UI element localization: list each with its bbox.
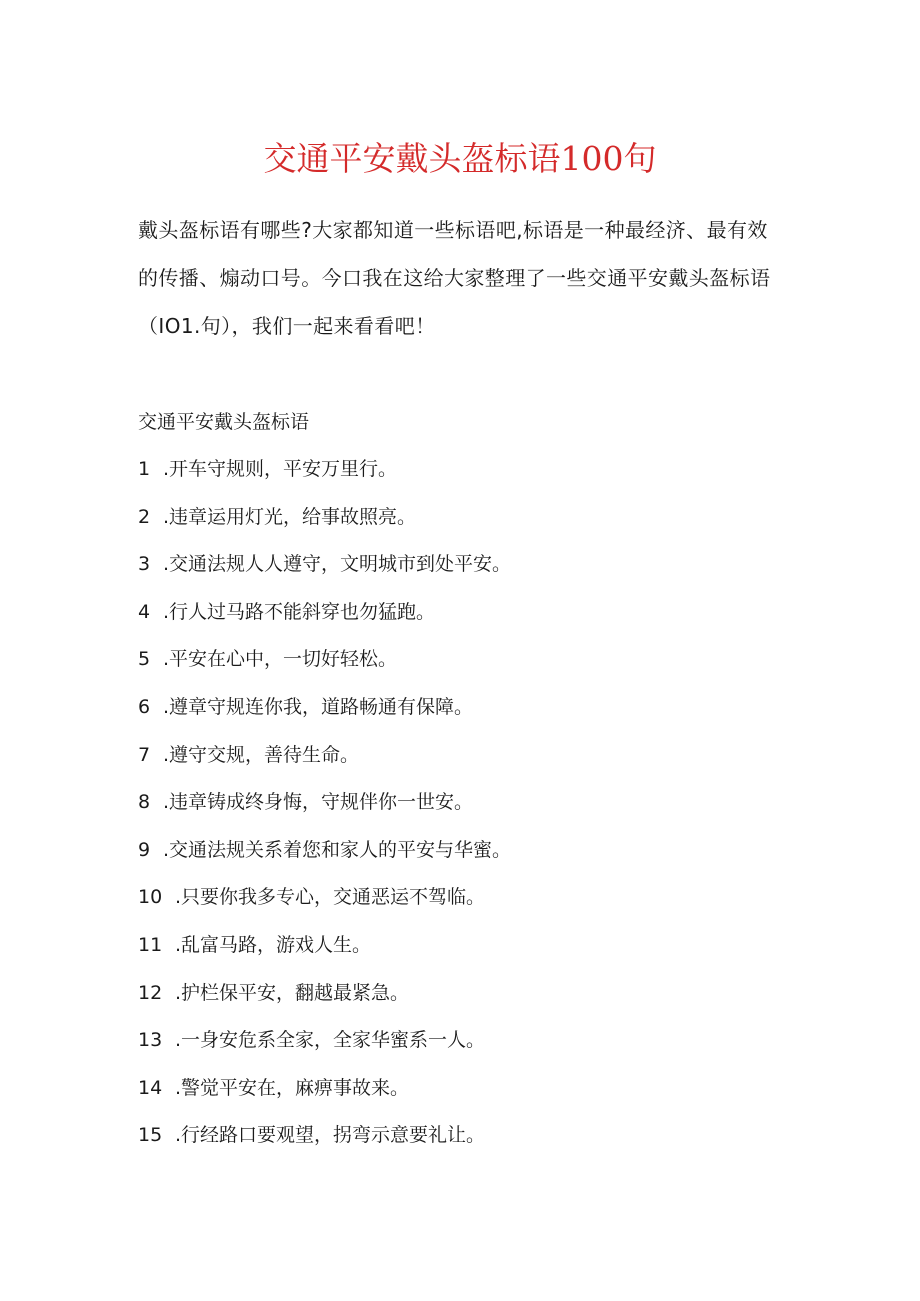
slogan-text: 护栏保平安，翻越最紧急。	[181, 981, 410, 1004]
slogan-number: 1	[138, 458, 151, 480]
slogan-item	[138, 927, 511, 975]
slogan-number: 12	[138, 981, 163, 1004]
slogan-text: 开车守规则，平安万里行。	[169, 458, 398, 480]
slogan-number: 6	[138, 695, 151, 718]
slogan-item	[138, 737, 511, 785]
intro-paragraph: 戴头盔标语有哪些?大家都知道一些标语吧,标语是一种最经济、最有效的传播、煽动口号。今口我在这给大家整理了一些交通平安戴头盔标语（IO1.句），我们一起来看看吧！	[138, 218, 771, 338]
slogan-text: 平安在心中，一切好轻松。	[169, 648, 398, 671]
slogan-number: 8	[138, 791, 151, 814]
slogan-text: 行经路口要观望，拐弯示意要礼让。	[181, 1124, 486, 1147]
slogan-separator: .	[175, 886, 182, 909]
slogan-number: 15	[138, 1124, 163, 1147]
slogan-item	[138, 689, 511, 737]
slogan-text: 违章运用灯光，给事故照亮。	[169, 505, 417, 528]
slogan-text: 一身安危系全家，全家华蜜系一人。	[181, 1029, 486, 1052]
slogan-text: 乱富马路，游戏人生。	[181, 933, 372, 956]
slogan-item	[138, 879, 511, 927]
slogan-number: 2	[138, 505, 151, 528]
slogan-separator: .	[163, 553, 170, 576]
slogan-number: 7	[138, 743, 151, 766]
slogan-item	[138, 784, 511, 832]
slogan-separator: .	[163, 743, 170, 766]
slogan-text: 行人过马路不能斜穿也勿猛跑。	[169, 600, 436, 623]
slogan-text: 遵守交规，善待生命。	[169, 743, 360, 766]
slogan-separator: .	[163, 791, 170, 814]
slogan-separator: .	[163, 505, 170, 528]
slogan-separator: .	[163, 600, 170, 623]
slogan-separator: .	[175, 1076, 182, 1099]
slogan-number: 11	[138, 933, 163, 956]
slogan-item	[138, 594, 511, 642]
slogan-text: 交通法规关系着您和家人的平安与华蜜。	[169, 838, 512, 861]
slogan-separator: .	[163, 695, 170, 718]
slogan-number: 13	[138, 1029, 163, 1052]
slogan-separator: .	[175, 981, 182, 1004]
slogan-item	[138, 546, 511, 594]
slogan-number: 5	[138, 648, 151, 671]
slogan-item	[138, 499, 511, 547]
slogan-item	[138, 641, 511, 689]
slogan-text: 遵章守规连你我，道路畅通有保障。	[169, 695, 474, 718]
slogan-separator: .	[175, 1124, 182, 1147]
slogan-text: 交通法规人人遵守，文明城市到处平安。	[169, 553, 512, 576]
slogan-separator: .	[175, 933, 182, 956]
slogan-separator: .	[163, 458, 170, 480]
slogan-number: 3	[138, 553, 151, 576]
slogan-item	[138, 1022, 511, 1070]
section-heading: 交通平安戴头盔标语	[138, 411, 310, 433]
slogan-text: 违章铸成终身悔，守规伴你一世安。	[169, 791, 474, 814]
slogan-item	[138, 975, 511, 1023]
slogan-text: 只要你我多专心，交通恶运不驾临。	[181, 886, 486, 909]
slogan-item	[138, 451, 511, 499]
slogan-list	[138, 451, 511, 1165]
slogan-number: 10	[138, 886, 163, 909]
page-title: 交通平安戴头盔标语100句	[263, 139, 657, 178]
slogan-text: 警觉平安在，麻痹事故来。	[181, 1076, 410, 1099]
slogan-separator: .	[163, 838, 170, 861]
slogan-separator: .	[163, 648, 170, 671]
slogan-item	[138, 1117, 511, 1165]
slogan-item	[138, 1070, 511, 1118]
slogan-number: 9	[138, 838, 151, 861]
slogan-separator: .	[175, 1029, 182, 1052]
slogan-number: 4	[138, 600, 151, 623]
slogan-number: 14	[138, 1076, 163, 1099]
slogan-item	[138, 832, 511, 880]
